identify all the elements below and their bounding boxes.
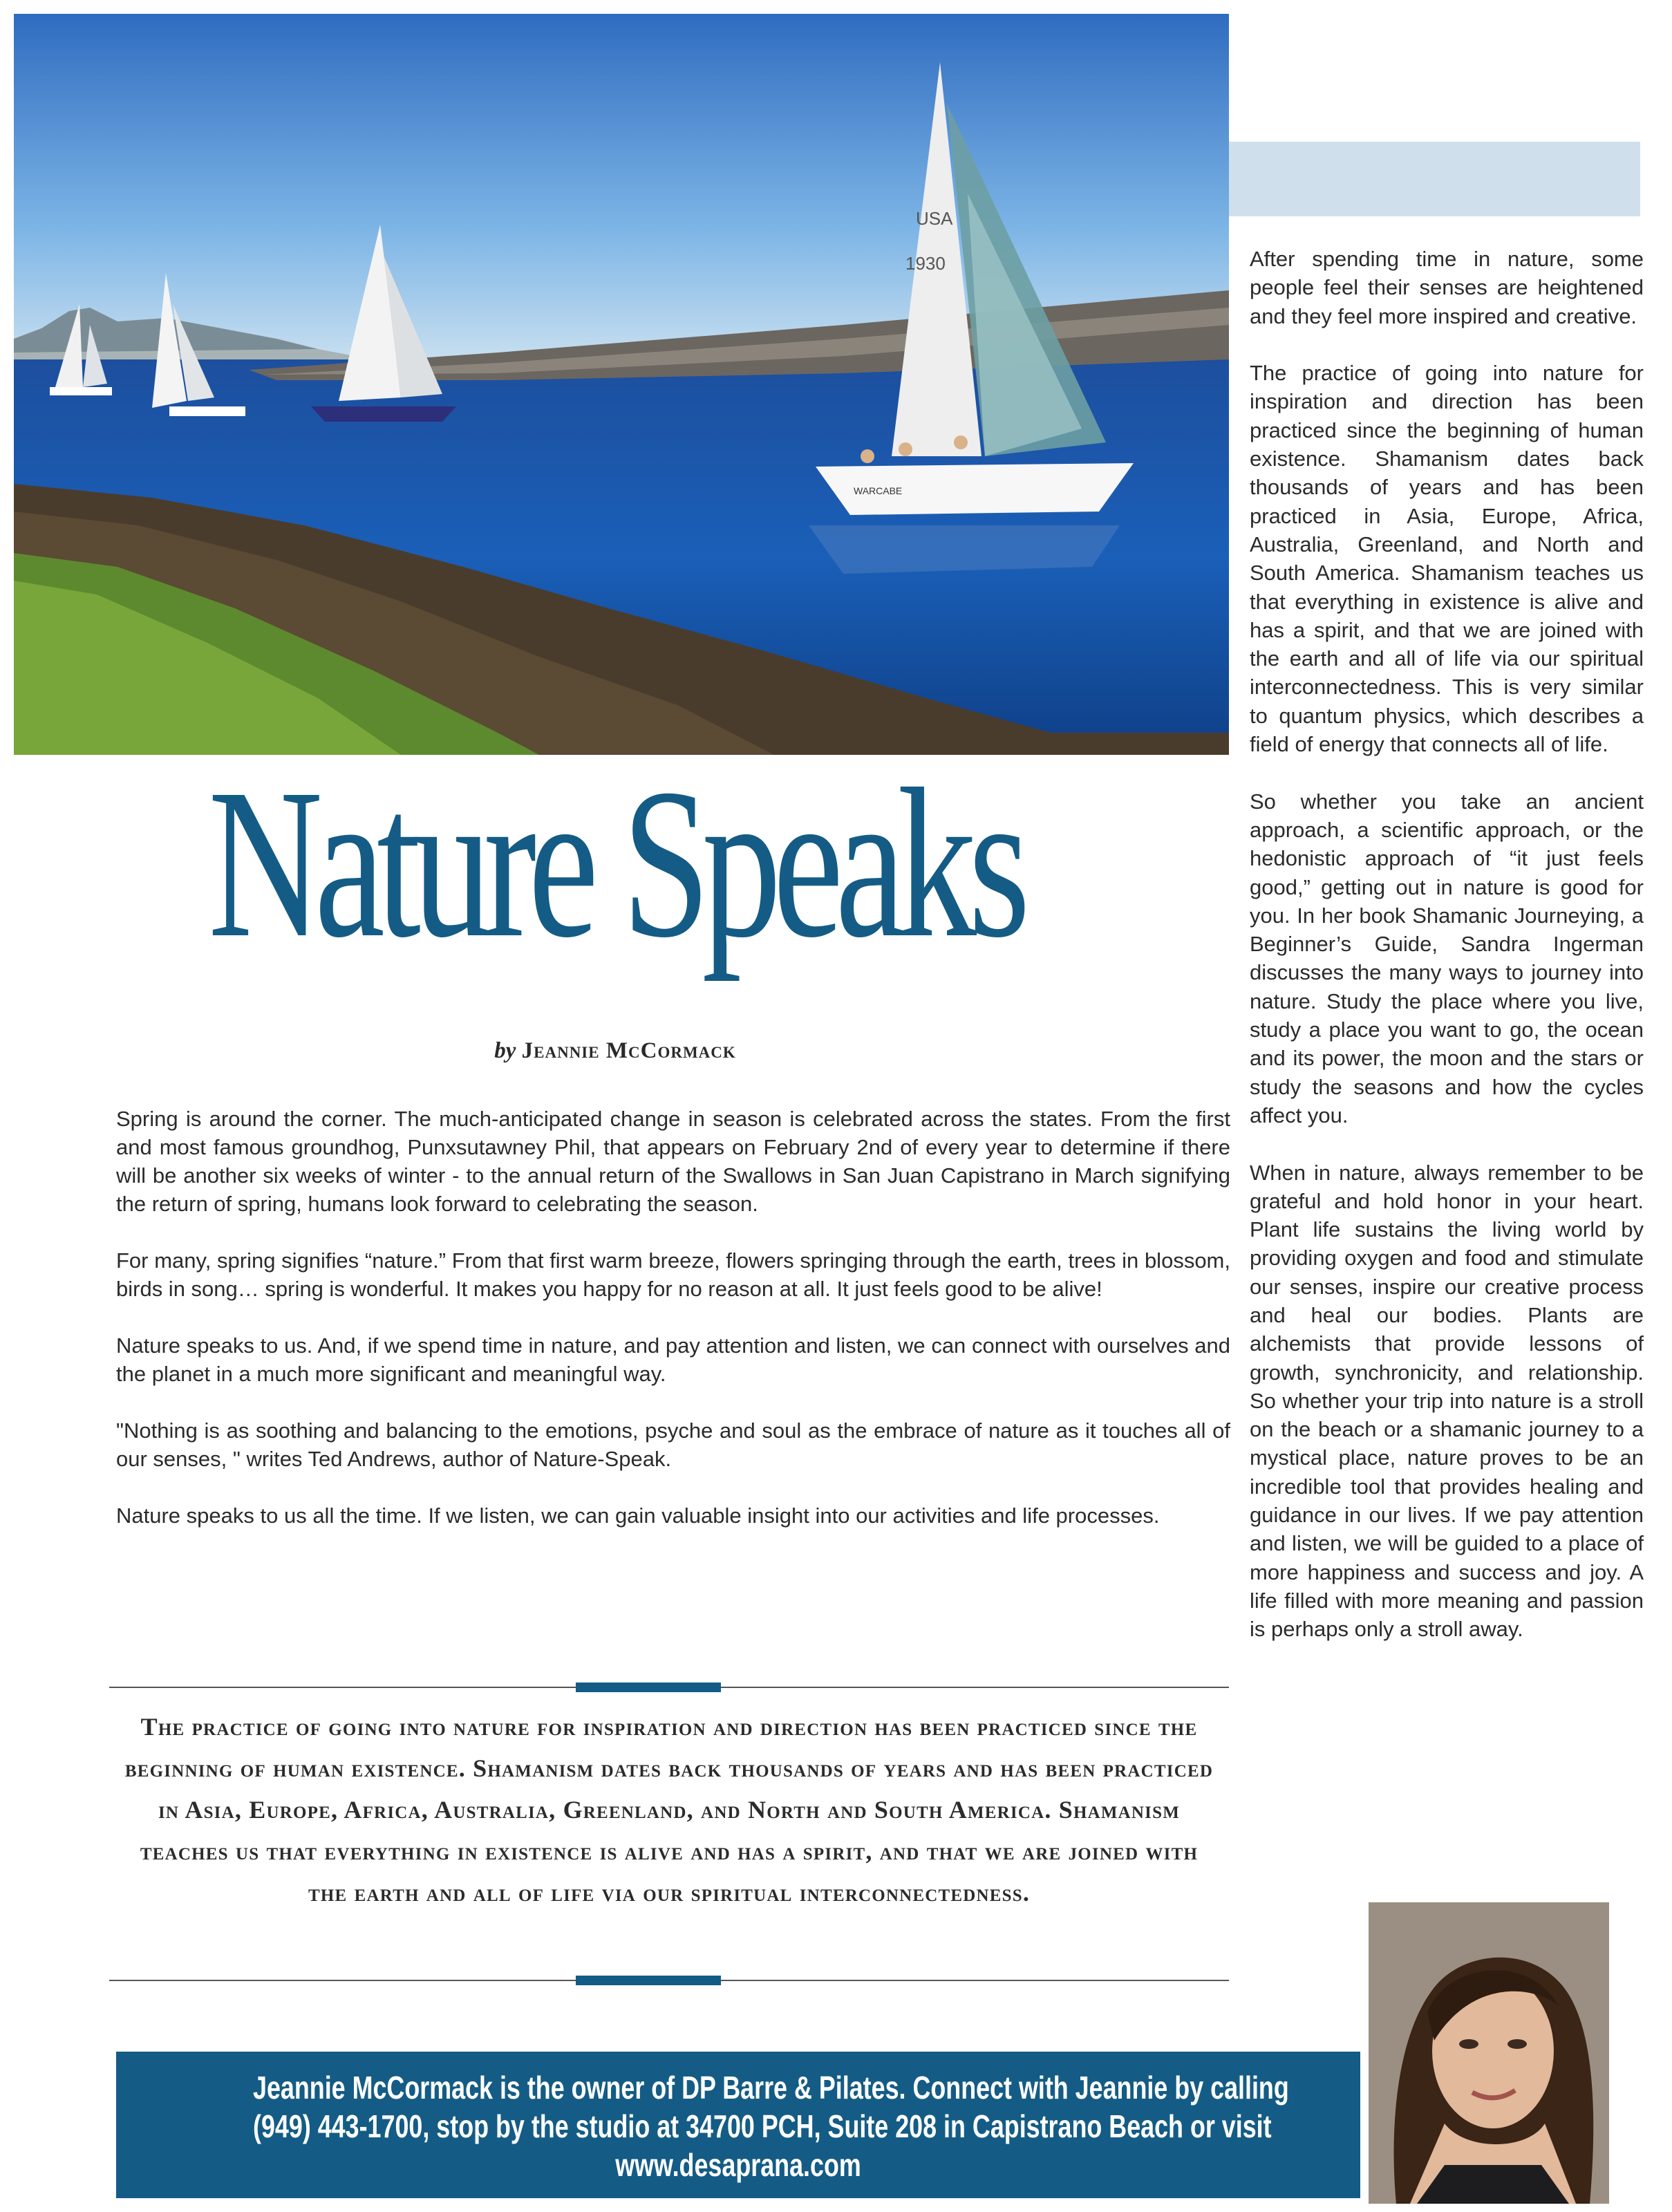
pull-quote-bottom-tab <box>576 1976 721 1985</box>
paragraph: "Nothing is as soothing and balancing to the emotions, psyche and soul as the embrace of nature as it touches all of our senses, " writes Ted Andrews, author of Nature-Speak. <box>116 1418 1230 1471</box>
byline <box>111 1038 1120 1064</box>
author-portrait-illustration <box>1369 1902 1609 2204</box>
paragraph: After spending time in nature, some people feel their senses are heightened and they feel more inspired and creative. <box>1250 247 1644 328</box>
sidebar-header-band <box>1229 142 1640 216</box>
sail-number-text-2: 1930 <box>905 253 946 274</box>
bio-line-1: Jeannie McCormack is the owner of DP Barre & Pilates. Connect with Jeannie by calling <box>253 2070 1289 2106</box>
paragraph: The practice of going into nature for inspiration and direction has been practiced since the beginning of human existence. Shamanism dates back thousands of years and has been practiced in Asia, Europe, Africa, Australia, Greenland, and North and South America. Shamanism teaches us that everything in existence is alive and has a spirit, and that we are joined with the earth and all of life via our spiritual interconnectedness. This is very similar to quantum physics, which describes a field of energy that connects all of life. <box>1250 361 1644 757</box>
author-name: Jeannie McCormack <box>521 1038 736 1063</box>
bio-line-2: (949) 443-1700, stop by the studio at 34700 PCH, Suite 208 in Capistrano Beach or visit <box>253 2108 1272 2144</box>
sail-number-text: USA <box>916 208 953 229</box>
sidebar-column-body <box>1250 245 1644 1672</box>
author-bio-text <box>253 2068 1289 2184</box>
author-photo <box>1360 1894 1617 2212</box>
main-article-body <box>116 1105 1230 1558</box>
paragraph: Spring is around the corner. The much-anticipated change in season is celebrated across the states. From the first and most famous groundhog, Punxsutawney Phil, that appears on February 2nd of every year to determine if there will be another six weeks of winter - to the annual return of the Swallows in San Juan Capistrano in March signifying the return of spring, humans look forward to celebrating the season. <box>116 1107 1230 1216</box>
hull-name-text: WARCABE <box>854 485 903 496</box>
author-bio-footer <box>116 2052 1360 2198</box>
paragraph: When in nature, always remember to be grateful and hold honor in your heart. Plant life sustains the living world by providing oxygen and food and stimulate our senses, inspire our creative process and heal our bodies. Plants are alchemists that provide lessons of growth, synchronicity, and relationship. So whether your trip into nature is a stroll on the beach or a shamanic journey to a mystical place, nature proves to be an incredible tool that provides healing and guidance in our lives. If we pay attention and listen, we will be guided to a place of more happiness and success and joy. A life filled with more meaning and passion is perhaps only a stroll away. <box>1250 1160 1644 1642</box>
byline-prefix: by <box>494 1038 516 1063</box>
sailboats-harbor-illustration <box>14 14 1229 755</box>
paragraph: Nature speaks to us. And, if we spend time in nature, and pay attention and listen, we can connect with ourselves and the planet in a much more significant and meaningful way. <box>116 1333 1230 1386</box>
pull-quote-top-tab <box>576 1683 721 1692</box>
paragraph: So whether you take an ancient approach, a scientific approach, or the hedonistic approach of “it just feels good,” getting out in nature is good for you. In her book Shamanic Journeying, a Beginner’s Guide, Sandra Ingerman discusses the many ways to journey into nature. Study the place where you live, study a place you want to go, the ocean and its power, the moon and the stars or study the seasons and how the cycles affect you. <box>1250 789 1644 1127</box>
page-title: Nature Speaks <box>208 745 1022 982</box>
pull-quote: The practice of going into nature for inspiration and direction has been practiced since the beginning of human existence. Shamanism dates back thousands of years and has been practiced in Asia, Europe, Africa, Australia, Greenland, and North and South America. Shamanism teaches us that everything in existence is alive and has a spirit, and that we are joined with the earth and all of life via our spiritual interconnectedness. <box>124 1713 1214 1906</box>
hero-photo <box>14 14 1229 755</box>
bio-website-link[interactable]: www.desaprana.com <box>615 2147 861 2183</box>
paragraph: Nature speaks to us all the time. If we listen, we can gain valuable insight into our activities and life processes. <box>116 1503 1160 1528</box>
paragraph: For many, spring signifies “nature.” From that first warm breeze, flowers springing through the earth, trees in blossom, birds in song… spring is wonderful. It makes you happy for no reason at all. It just feels good to be alive! <box>116 1248 1230 1301</box>
